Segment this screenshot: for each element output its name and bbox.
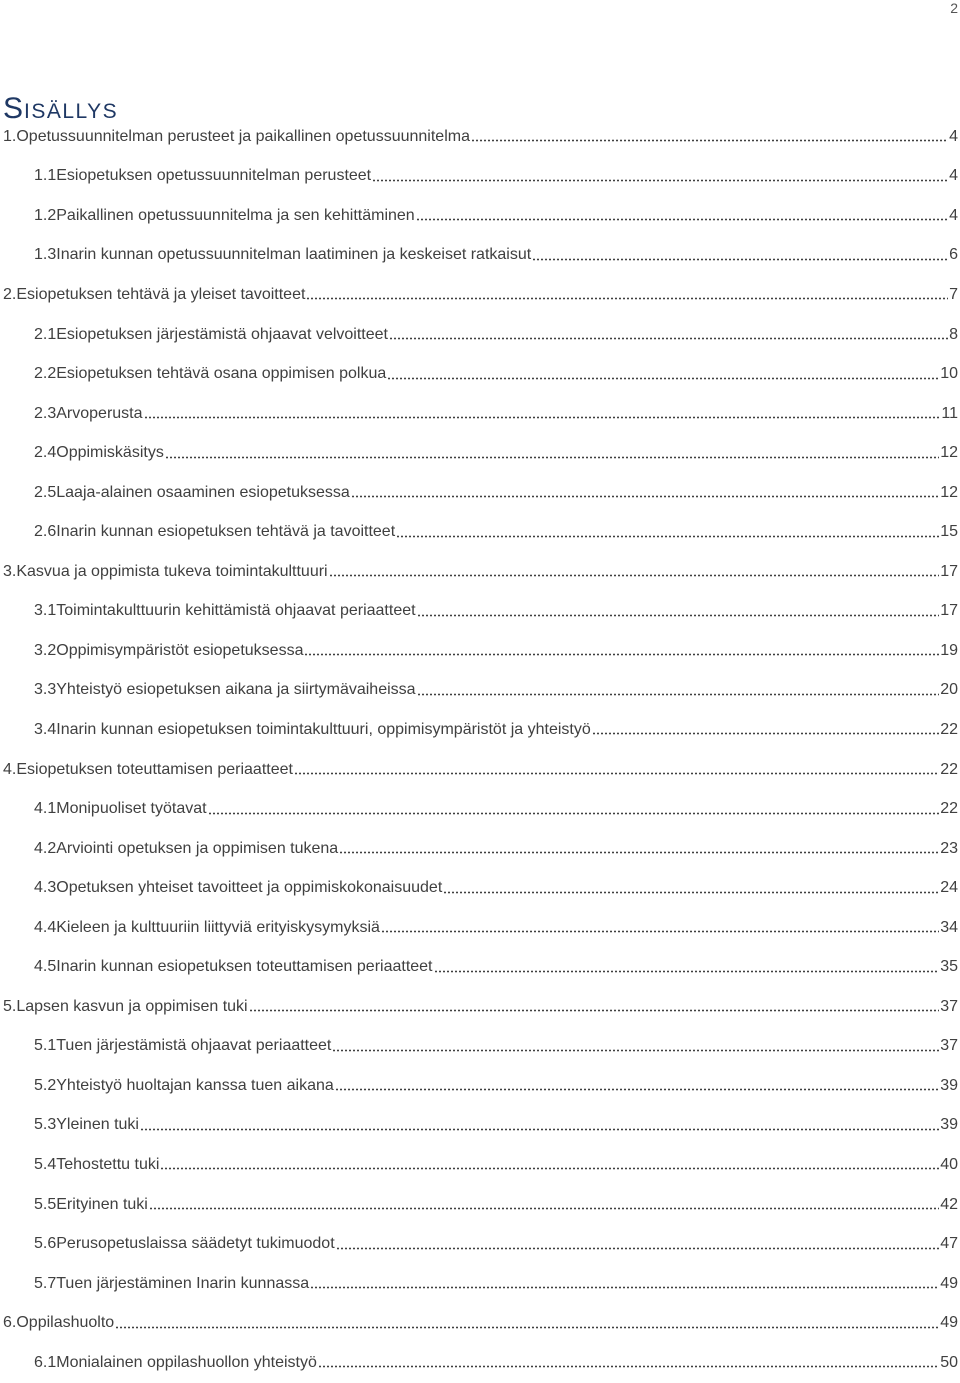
toc-entry[interactable]: [0, 1066, 960, 1106]
toc-entry[interactable]: [0, 987, 960, 1027]
toc-entry-number: 4.4: [34, 918, 57, 936]
toc-entry-page: 39: [940, 1116, 958, 1134]
toc-entry-label: Esiopetuksen opetussuunnitelman perusteet: [56, 167, 372, 185]
toc-entry-label: Inarin kunnan esiopetuksen toimintakulttuuri, oppimisympäristöt ja yhteistyö: [56, 720, 591, 738]
toc-entry-label: Tuen järjestämistä ohjaavat periaatteet: [56, 1037, 332, 1055]
toc-entry-page: 12: [940, 444, 958, 462]
toc-entry[interactable]: [0, 750, 960, 790]
toc-entry[interactable]: [0, 433, 960, 473]
toc-entry-label: Monipuoliset työtavat: [56, 800, 207, 818]
toc-dot-leader: [249, 1009, 940, 1012]
toc-dot-leader: [532, 258, 948, 261]
toc-entry-label: Oppimiskäsitys: [56, 444, 164, 462]
toc-entry-page: 17: [940, 602, 958, 620]
toc-entry-number: 5.4: [34, 1155, 57, 1173]
toc-entry[interactable]: [0, 868, 960, 908]
toc-entry-number: 4.2: [34, 839, 57, 857]
toc-dot-leader: [306, 297, 948, 300]
toc-dot-leader: [332, 1049, 939, 1052]
toc-entry-number: 5.6: [34, 1235, 57, 1253]
toc-dot-leader: [144, 416, 941, 419]
toc-entry-number: 5.1: [34, 1037, 57, 1055]
toc-entry-number: 4.5: [34, 958, 57, 976]
toc-entry-page: 49: [940, 1274, 958, 1292]
toc-entry-page: 22: [940, 800, 958, 818]
toc-dot-leader: [115, 1326, 939, 1329]
toc-entry[interactable]: [0, 473, 960, 513]
page-number: 2: [950, 0, 958, 16]
toc-entry-number: 2.: [3, 285, 17, 303]
toc-entry-page: 22: [940, 760, 958, 778]
toc-entry-page: 20: [940, 681, 958, 699]
toc-entry[interactable]: [0, 354, 960, 394]
toc-entry-label: Opetuksen yhteiset tavoitteet ja oppimiskokonaisuudet: [56, 879, 443, 897]
toc-entry-page: 23: [940, 839, 958, 857]
toc-entry-page: 35: [940, 958, 958, 976]
toc-entry-number: 6.1: [34, 1353, 57, 1371]
toc-entry-label: Lapsen kasvun ja oppimisen tuki: [16, 997, 248, 1015]
toc-entry[interactable]: [0, 275, 960, 315]
toc-entry[interactable]: [0, 117, 960, 157]
toc-dot-leader: [310, 1286, 939, 1289]
toc-entry-label: Kieleen ja kulttuuriin liittyviä erityiskysymyksiä: [56, 918, 380, 936]
toc-entry-page: 7: [949, 285, 958, 303]
toc-entry-number: 5.3: [34, 1116, 57, 1134]
toc-entry-page: 49: [940, 1314, 958, 1332]
toc-entry-label: Inarin kunnan esiopetuksen toteuttamisen periaatteet: [56, 958, 433, 976]
toc-dot-leader: [351, 495, 939, 498]
toc-entry-page: 4: [949, 127, 958, 145]
toc-entry-number: 3.3: [34, 681, 57, 699]
toc-entry-label: Erityinen tuki: [56, 1195, 148, 1213]
toc-entry-label: Arviointi opetuksen ja oppimisen tukena: [56, 839, 339, 857]
toc-entry-number: 6.: [3, 1314, 17, 1332]
toc-entry[interactable]: [0, 236, 960, 276]
toc-entry-label: Arvoperusta: [56, 404, 143, 422]
toc-entry-page: 40: [940, 1155, 958, 1173]
toc-entry-label: Esiopetuksen järjestämistä ohjaavat velvoitteet: [56, 325, 388, 343]
toc-entry-label: Laaja-alainen osaaminen esiopetuksessa: [56, 483, 350, 501]
toc-entry-number: 2.5: [34, 483, 57, 501]
toc-entry-label: Esiopetuksen tehtävä ja yleiset tavoitteet: [16, 285, 306, 303]
toc-dot-leader: [417, 614, 940, 617]
toc-entry[interactable]: [0, 789, 960, 829]
toc-entry[interactable]: [0, 631, 960, 671]
toc-entry-label: Monialainen oppilashuollon yhteistyö: [56, 1353, 317, 1371]
toc-entry-page: 37: [940, 1037, 958, 1055]
toc-entry[interactable]: [0, 829, 960, 869]
toc-dot-leader: [336, 1247, 940, 1250]
toc-entry-label: Esiopetuksen tehtävä osana oppimisen polkua: [56, 365, 387, 383]
toc-entry[interactable]: [0, 710, 960, 750]
toc-entry-page: 6: [949, 246, 958, 264]
toc-entry-number: 3.: [3, 562, 17, 580]
toc-entry-label: Inarin kunnan esiopetuksen tehtävä ja tavoitteet: [56, 523, 396, 541]
toc-dot-leader: [294, 772, 939, 775]
toc-dot-leader: [417, 693, 940, 696]
toc-entry-number: 5.5: [34, 1195, 57, 1213]
toc-title-rest: ISÄLLYS: [24, 100, 119, 124]
toc-entry-page: 4: [949, 206, 958, 224]
toc-entry[interactable]: [0, 1185, 960, 1225]
toc-dot-leader: [372, 179, 948, 182]
toc-dot-leader: [592, 732, 939, 735]
toc-entry[interactable]: [0, 1264, 960, 1304]
toc-entry-number: 3.2: [34, 641, 57, 659]
toc-entry-page: 42: [940, 1195, 958, 1213]
toc-dot-leader: [416, 218, 948, 221]
toc-dot-leader: [140, 1128, 939, 1131]
toc-entry[interactable]: [0, 1106, 960, 1146]
toc-dot-leader: [381, 930, 939, 933]
toc-dot-leader: [434, 970, 940, 973]
toc-dot-leader: [160, 1167, 939, 1170]
toc-entry-number: 2.2: [34, 365, 57, 383]
toc-entry-label: Yleinen tuki: [56, 1116, 139, 1134]
toc-entry[interactable]: [0, 1343, 960, 1383]
toc-entry[interactable]: [0, 512, 960, 552]
toc-entry-page: 24: [940, 879, 958, 897]
toc-dot-leader: [304, 653, 939, 656]
toc-entry[interactable]: [0, 1303, 960, 1343]
toc-entry-number: 2.1: [34, 325, 57, 343]
toc-entry-number: 3.1: [34, 602, 57, 620]
toc-entry[interactable]: [0, 157, 960, 197]
toc-entry[interactable]: [0, 394, 960, 434]
toc-dot-leader: [443, 891, 939, 894]
toc-entry[interactable]: [0, 671, 960, 711]
toc-entry-page: 34: [940, 918, 958, 936]
toc-entry-label: Inarin kunnan opetussuunnitelman laatiminen ja keskeiset ratkaisut: [56, 246, 532, 264]
toc-entry-page: 11: [941, 404, 958, 422]
toc-entry-label: Toimintakulttuurin kehittämistä ohjaavat periaatteet: [56, 602, 416, 620]
toc-dot-leader: [396, 535, 939, 538]
toc-entry-number: 5.: [3, 997, 17, 1015]
toc-entry-page: 37: [940, 997, 958, 1015]
toc-entry-page: 4: [949, 167, 958, 185]
toc-entry-page: 15: [940, 523, 958, 541]
toc-entry-page: 8: [949, 325, 958, 343]
toc-entry[interactable]: [0, 315, 960, 355]
toc-entry-page: 50: [940, 1353, 958, 1371]
toc-entry-number: 1.1: [34, 167, 57, 185]
toc-dot-leader: [335, 1088, 939, 1091]
toc-entry-label: Esiopetuksen toteuttamisen periaatteet: [16, 760, 293, 778]
toc-entry-page: 19: [940, 641, 958, 659]
toc-entry-label: Perusopetuslaissa säädetyt tukimuodot: [56, 1235, 335, 1253]
toc-entry[interactable]: [0, 947, 960, 987]
toc-dot-leader: [329, 574, 940, 577]
toc-entry-label: Opetussuunnitelman perusteet ja paikallinen opetussuunnitelma: [16, 127, 470, 145]
toc-dot-leader: [389, 337, 948, 340]
toc-entry-number: 5.2: [34, 1076, 57, 1094]
toc-dot-leader: [149, 1207, 939, 1210]
toc-entry-label: Yhteistyö esiopetuksen aikana ja siirtymävaiheissa: [56, 681, 416, 699]
toc-dot-leader: [387, 377, 939, 380]
toc-dot-leader: [165, 456, 939, 459]
toc-entry-page: 10: [940, 365, 958, 383]
toc-entry-page: 22: [940, 720, 958, 738]
toc-entry[interactable]: [0, 1224, 960, 1264]
toc-entry[interactable]: [0, 908, 960, 948]
toc-entry-label: Tuen järjestäminen Inarin kunnassa: [56, 1274, 310, 1292]
toc-entry[interactable]: [0, 1027, 960, 1067]
toc-entry-number: 3.4: [34, 720, 57, 738]
toc-entry-label: Tehostettu tuki: [56, 1155, 160, 1173]
toc-dot-leader: [339, 851, 939, 854]
toc-dot-leader: [471, 139, 948, 142]
toc-entry-label: Kasvua ja oppimista tukeva toimintakulttuuri: [16, 562, 328, 580]
toc-entry-label: Paikallinen opetussuunnitelma ja sen kehittäminen: [56, 206, 415, 224]
toc-entry-label: Oppimisympäristöt esiopetuksessa: [56, 641, 304, 659]
table-of-contents: [0, 117, 960, 1383]
toc-entry-number: 4.: [3, 760, 17, 778]
toc-entry-label: Yhteistyö huoltajan kanssa tuen aikana: [56, 1076, 334, 1094]
toc-entry-label: Oppilashuolto: [16, 1314, 115, 1332]
toc-entry-page: 17: [940, 562, 958, 580]
toc-entry[interactable]: [0, 196, 960, 236]
toc-entry-page: 12: [940, 483, 958, 501]
toc-entry-number: 1.: [3, 127, 17, 145]
toc-entry-number: 2.4: [34, 444, 57, 462]
toc-entry[interactable]: [0, 552, 960, 592]
toc-entry-number: 1.2: [34, 206, 57, 224]
toc-title-initial: S: [3, 92, 25, 126]
toc-entry-number: 2.6: [34, 523, 57, 541]
toc-entry-number: 4.3: [34, 879, 57, 897]
toc-entry-page: 47: [940, 1235, 958, 1253]
toc-entry-number: 5.7: [34, 1274, 57, 1292]
toc-entry[interactable]: [0, 1145, 960, 1185]
toc-entry-number: 2.3: [34, 404, 57, 422]
toc-entry-number: 1.3: [34, 246, 57, 264]
toc-entry-number: 4.1: [34, 800, 57, 818]
toc-entry-page: 39: [940, 1076, 958, 1094]
toc-dot-leader: [208, 812, 940, 815]
toc-entry[interactable]: [0, 592, 960, 632]
